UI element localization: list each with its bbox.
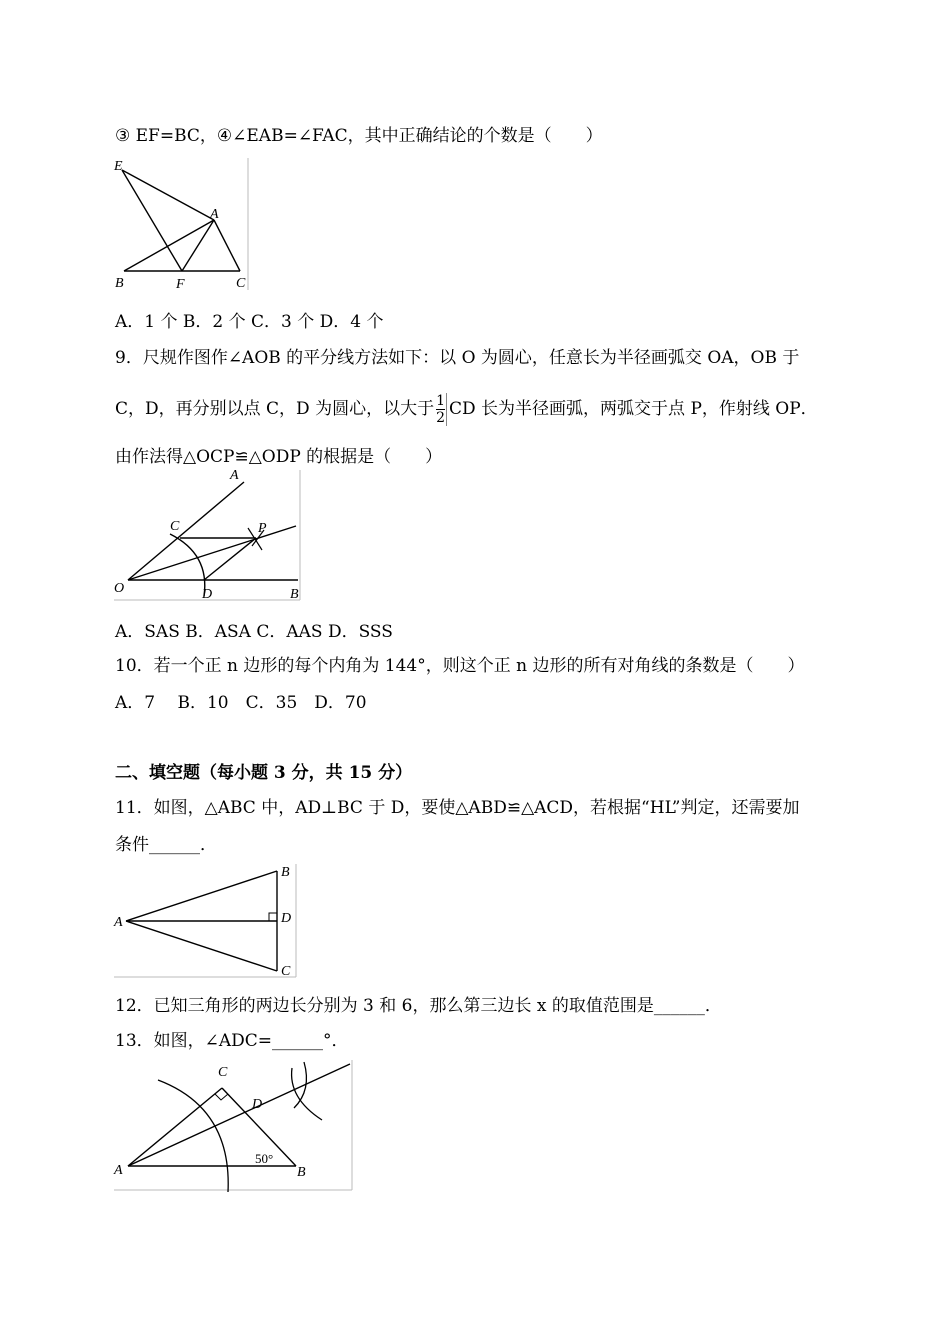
q11-text-line1: 11．如图，△ABC 中，AD⊥BC 于 D，要使△ABD≌△ACD，若根据“HL”判定，还需要加: [115, 798, 800, 818]
q9-text-line2-b: CD 长为半径画弧，两弧交于点 P，作射线 OP．: [449, 399, 818, 419]
label-B: B: [290, 587, 299, 602]
fraction-one-half: [436, 393, 447, 426]
q12-text: 12．已知三角形的两边长分别为 3 和 6，那么第三边长 x 的取值范围是______．: [115, 996, 722, 1016]
label-E: E: [114, 159, 123, 174]
q9-text-line1: 9．尺规作图作∠AOB 的平分线方法如下：以 O 为圆心，任意长为半径画弧交 OA，OB 于: [115, 348, 800, 368]
fraction-denominator: 2: [436, 410, 446, 426]
label-B: B: [115, 276, 124, 291]
label-D: D: [202, 587, 213, 602]
label-F: F: [176, 277, 185, 292]
q13-figure: [112, 1058, 356, 1194]
label-A: A: [230, 468, 239, 483]
angle-label: 50°: [255, 1151, 274, 1166]
fraction-numerator: 1: [436, 393, 446, 409]
label-A: A: [114, 1163, 123, 1178]
q10-text: 10．若一个正 n 边形的每个内角为 144°，则这个正 n 边形的所有对角线的条数是（ ）: [115, 656, 805, 676]
label-D: D: [281, 911, 292, 926]
label-O: O: [114, 581, 125, 596]
q8-figure: [112, 156, 252, 292]
label-C: C: [170, 519, 180, 534]
q9-options: A．SAS B．ASA C．AAS D．SSS: [115, 622, 393, 642]
label-B: B: [281, 865, 290, 880]
label-C: C: [218, 1065, 228, 1080]
label-P: P: [258, 521, 267, 536]
label-B: B: [297, 1165, 306, 1180]
label-C: C: [236, 276, 246, 291]
q11-figure: [112, 862, 302, 980]
label-D: D: [252, 1097, 263, 1112]
q8-options: A．1 个 B．2 个 C．3 个 D．4 个: [115, 312, 384, 332]
section2-title: 二、填空题（每小题 3 分，共 15 分）: [115, 763, 413, 783]
q9-text-line2-a: C，D，再分别以点 C，D 为圆心，以大于: [115, 399, 435, 419]
q8-text: ③ EF=BC，④∠EAB=∠FAC，其中正确结论的个数是（ ）: [115, 126, 603, 146]
q11-text-line2: 条件______．: [115, 835, 217, 855]
label-A: A: [114, 915, 123, 930]
label-A: A: [210, 207, 219, 222]
q10-options: A．7 B．10 C．35 D．70: [115, 693, 367, 713]
q9-text-line2: [115, 393, 818, 426]
q13-text: 13．如图，∠ADC=______°．: [115, 1031, 349, 1051]
label-C: C: [281, 964, 291, 979]
q9-text-line3: 由作法得△OCP≌△ODP 的根据是（ ）: [115, 447, 443, 467]
q9-figure: [112, 468, 304, 604]
